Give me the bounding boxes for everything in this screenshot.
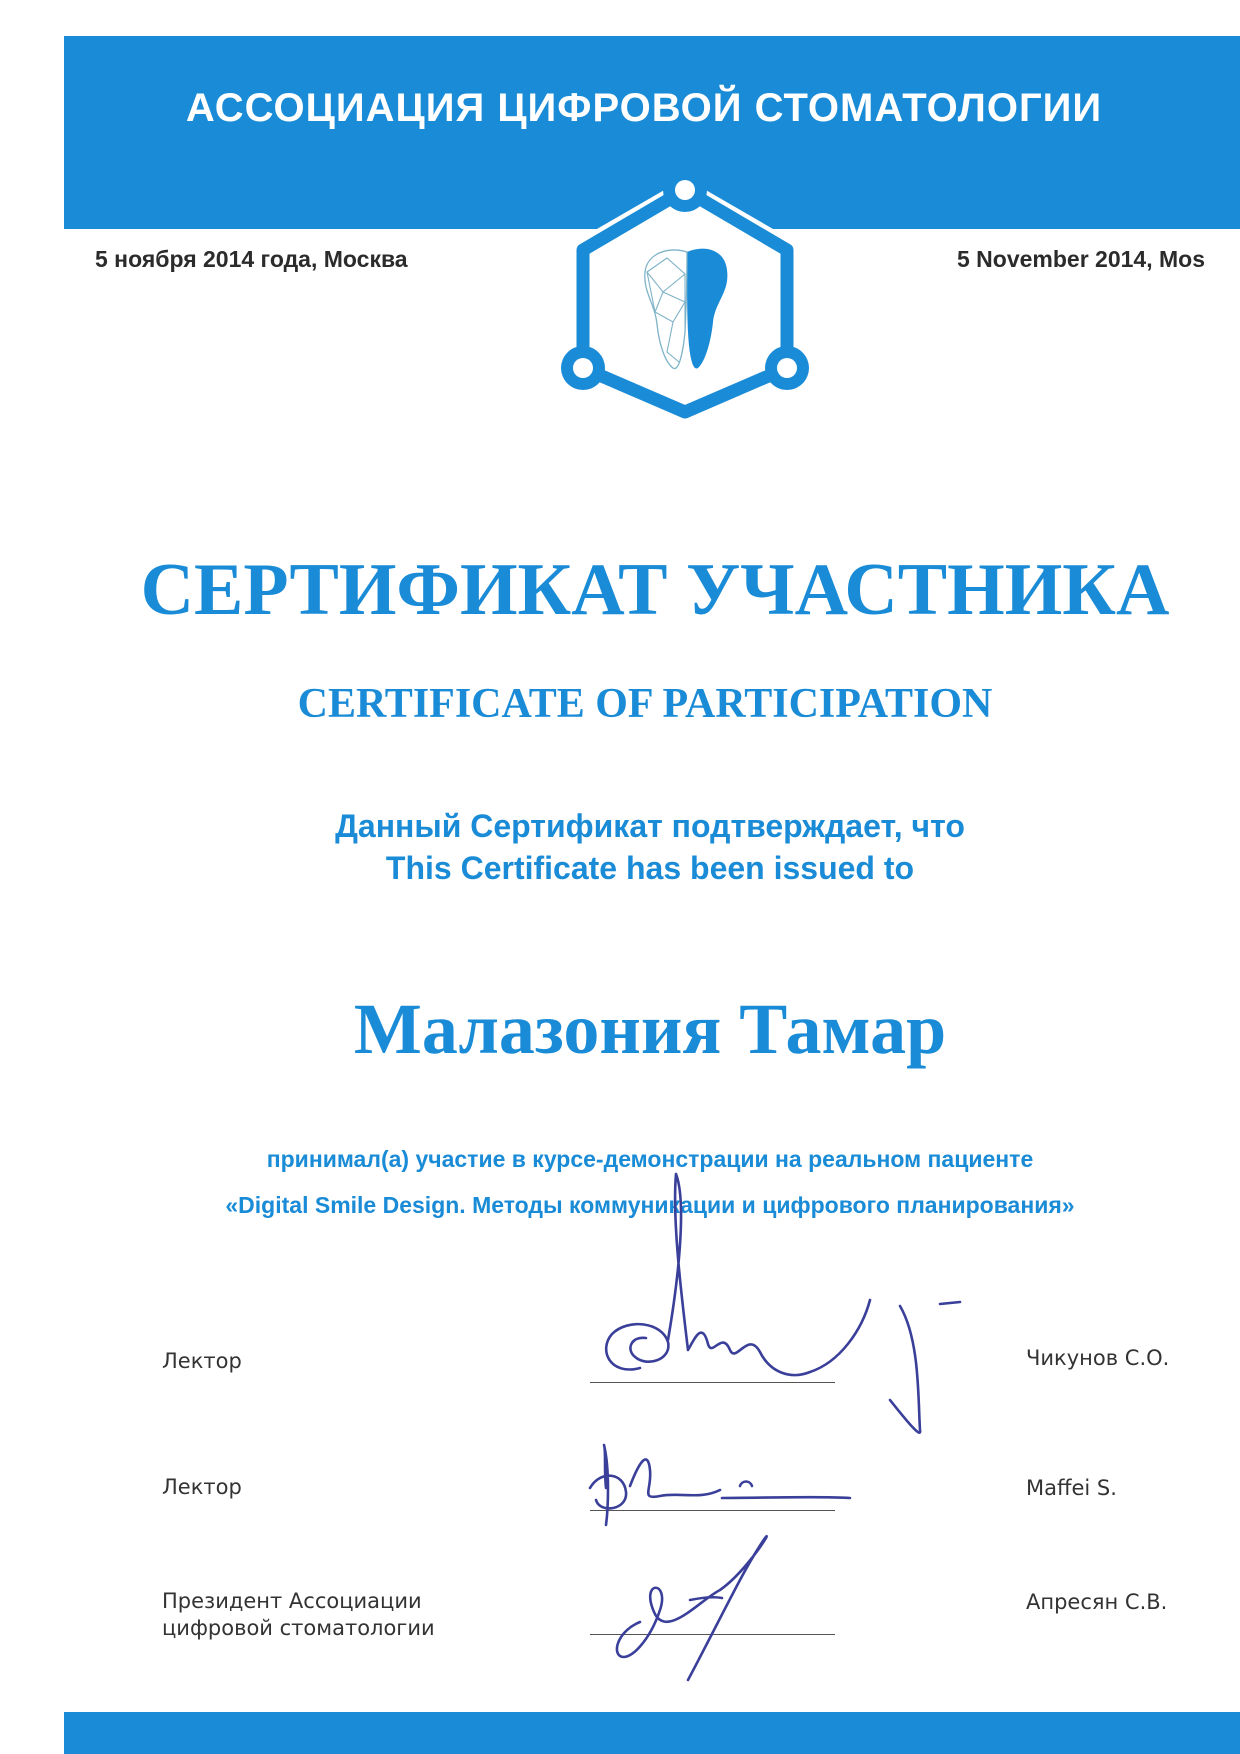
signature-role-president-line2: цифровой стоматологии xyxy=(162,1616,435,1640)
confirmation-text-russian: Данный Сертификат подтверждает, что xyxy=(335,808,965,844)
signature-stroke-1b xyxy=(890,1306,920,1433)
signature-name-2: Maffei S. xyxy=(1026,1476,1117,1500)
signature-stroke-3 xyxy=(617,1536,767,1680)
date-russian: 5 ноября 2014 года, Москва xyxy=(95,246,408,272)
certificate-title-english: CERTIFICATE OF PARTICIPATION xyxy=(297,681,993,727)
signature-role-president xyxy=(162,1588,435,1642)
signature-name-1: Чикунов С.О. xyxy=(1026,1346,1170,1370)
signature-role-lecturer-2: Лектор xyxy=(162,1475,242,1499)
certificate-title-russian: СЕРТИФИКАТ УЧАСТНИКА xyxy=(140,549,1170,631)
recipient-name: Малазония Тамар xyxy=(353,989,947,1069)
signature-stroke-2 xyxy=(590,1445,850,1525)
signature-role-president-line1: Президент Ассоциации xyxy=(162,1589,422,1613)
signature-stroke-1c xyxy=(940,1302,960,1304)
signature-line-1 xyxy=(590,1382,835,1383)
course-participation-text: принимал(а) участие в курсе-демонстрации на реальном пациенте xyxy=(266,1146,1034,1172)
signature-name-3: Апресян С.В. xyxy=(1026,1590,1168,1614)
organization-name: АССОЦИАЦИЯ ЦИФРОВОЙ СТОМАТОЛОГИИ xyxy=(185,86,1103,130)
date-english: 5 November 2014, Mos xyxy=(957,246,1206,272)
confirmation-text-english: This Certificate has been issued to xyxy=(385,850,915,886)
footer-band xyxy=(64,1712,1240,1754)
signature-line-3 xyxy=(590,1634,835,1635)
tooth-hexagon-logo-icon xyxy=(555,162,815,432)
signature-line-2 xyxy=(590,1510,835,1511)
course-title: «Digital Smile Design. Методы коммуникации и цифрового планирования» xyxy=(225,1192,1075,1218)
signature-role-lecturer-1: Лектор xyxy=(162,1349,242,1373)
